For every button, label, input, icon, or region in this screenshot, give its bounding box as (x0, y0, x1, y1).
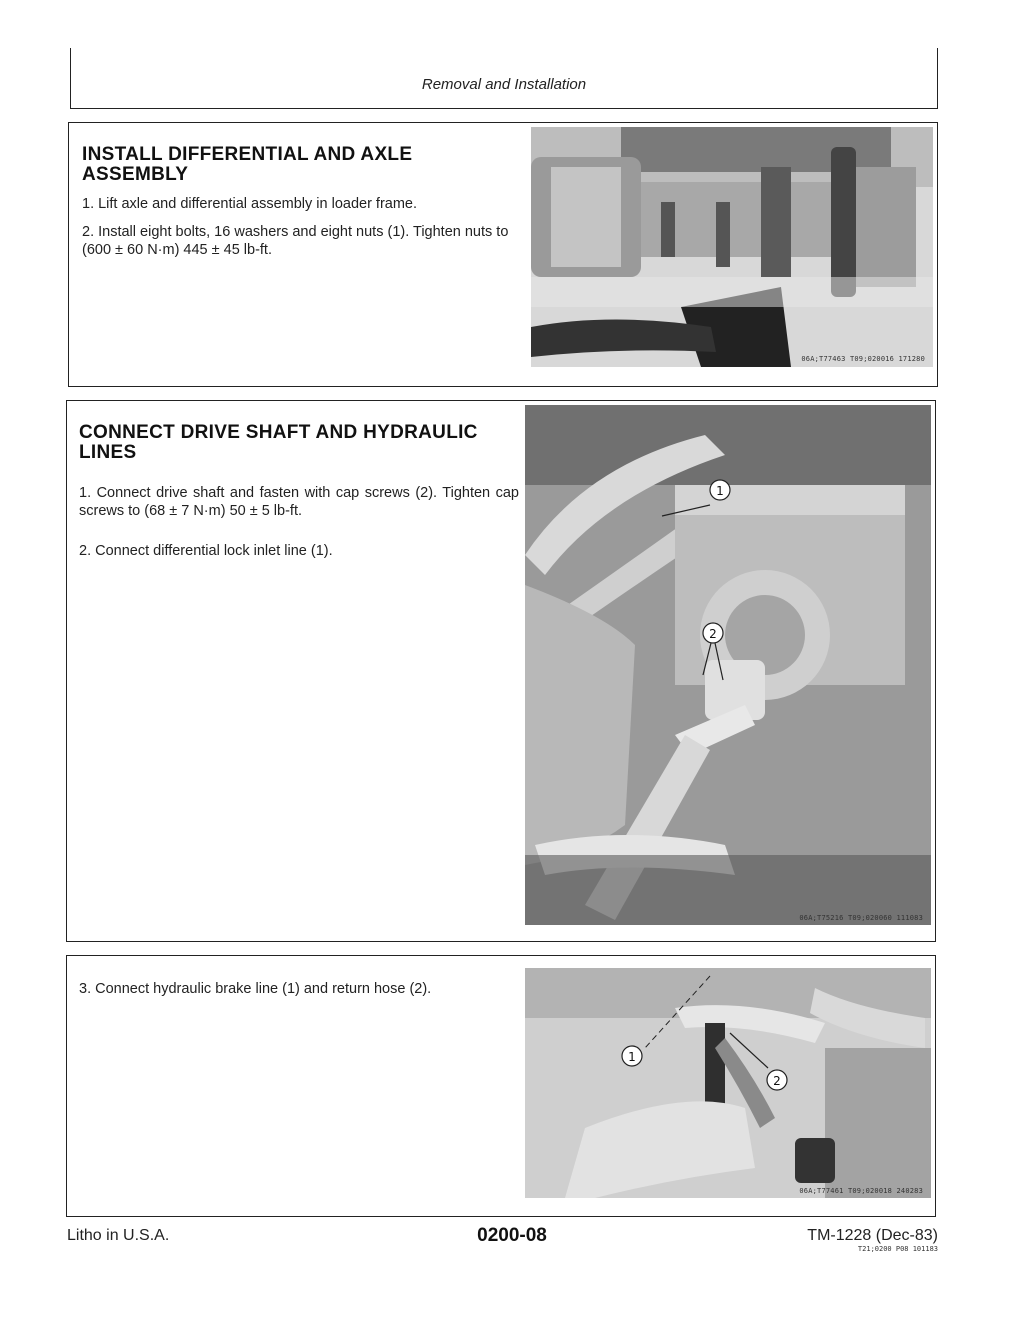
photo-code: 06A;T77463 T09;020016 171280 (801, 355, 925, 363)
page-header (70, 48, 938, 109)
photo-callout: 2 (709, 627, 717, 641)
drive-shaft-illustration (525, 405, 931, 925)
drive-shaft-photo (525, 405, 931, 925)
step-text: 2. Connect differential lock inlet line (1). (79, 543, 333, 559)
page-number: 0200-08 (477, 1225, 547, 1246)
footer-litho: Litho in U.S.A. (67, 1227, 170, 1244)
section-install-differential (68, 122, 938, 387)
photo-callout: 1 (716, 484, 724, 498)
step-text: 1. Lift axle and differential assembly in loader frame. (82, 196, 418, 212)
section-heading: CONNECT DRIVE SHAFT AND HYDRAULIC LINES (79, 422, 478, 463)
photo-callout: 2 (773, 1074, 781, 1088)
section-connect-drive-shaft (66, 400, 936, 942)
brake-line-illustration (525, 968, 931, 1198)
photo-code: 06A;T75216 T09;020060 111083 (799, 914, 923, 922)
footer-code: T21;0200 P08 101183 (857, 1245, 938, 1253)
section-connect-brake-line (66, 955, 936, 1217)
brake-line-photo (525, 968, 931, 1198)
axle-photo-illustration (531, 127, 933, 367)
photo-code: 06A;T77461 T09;020018 240283 (799, 1187, 923, 1195)
manual-reference: TM-1228 (Dec-83) (807, 1227, 938, 1244)
photo-callout: 1 (628, 1050, 636, 1064)
step-text: 1. Connect drive shaft and fasten with cap screws (2). Tighten cap screws to (68 ± 7 N·m) 50 ± 5 lb-ft. (79, 485, 519, 519)
axle-assembly-photo (531, 127, 933, 367)
header-title: Removal and Installation (421, 76, 587, 93)
step-text: 2. Install eight bolts, 16 washers and eight nuts (1). Tighten nuts to (600 ± 60 N·m) 445 ± 45 lb-ft. (82, 224, 509, 258)
section-heading: INSTALL DIFFERENTIAL AND AXLE ASSEMBLY (82, 144, 413, 185)
step-text: 3. Connect hydraulic brake line (1) and return hose (2). (79, 981, 432, 997)
